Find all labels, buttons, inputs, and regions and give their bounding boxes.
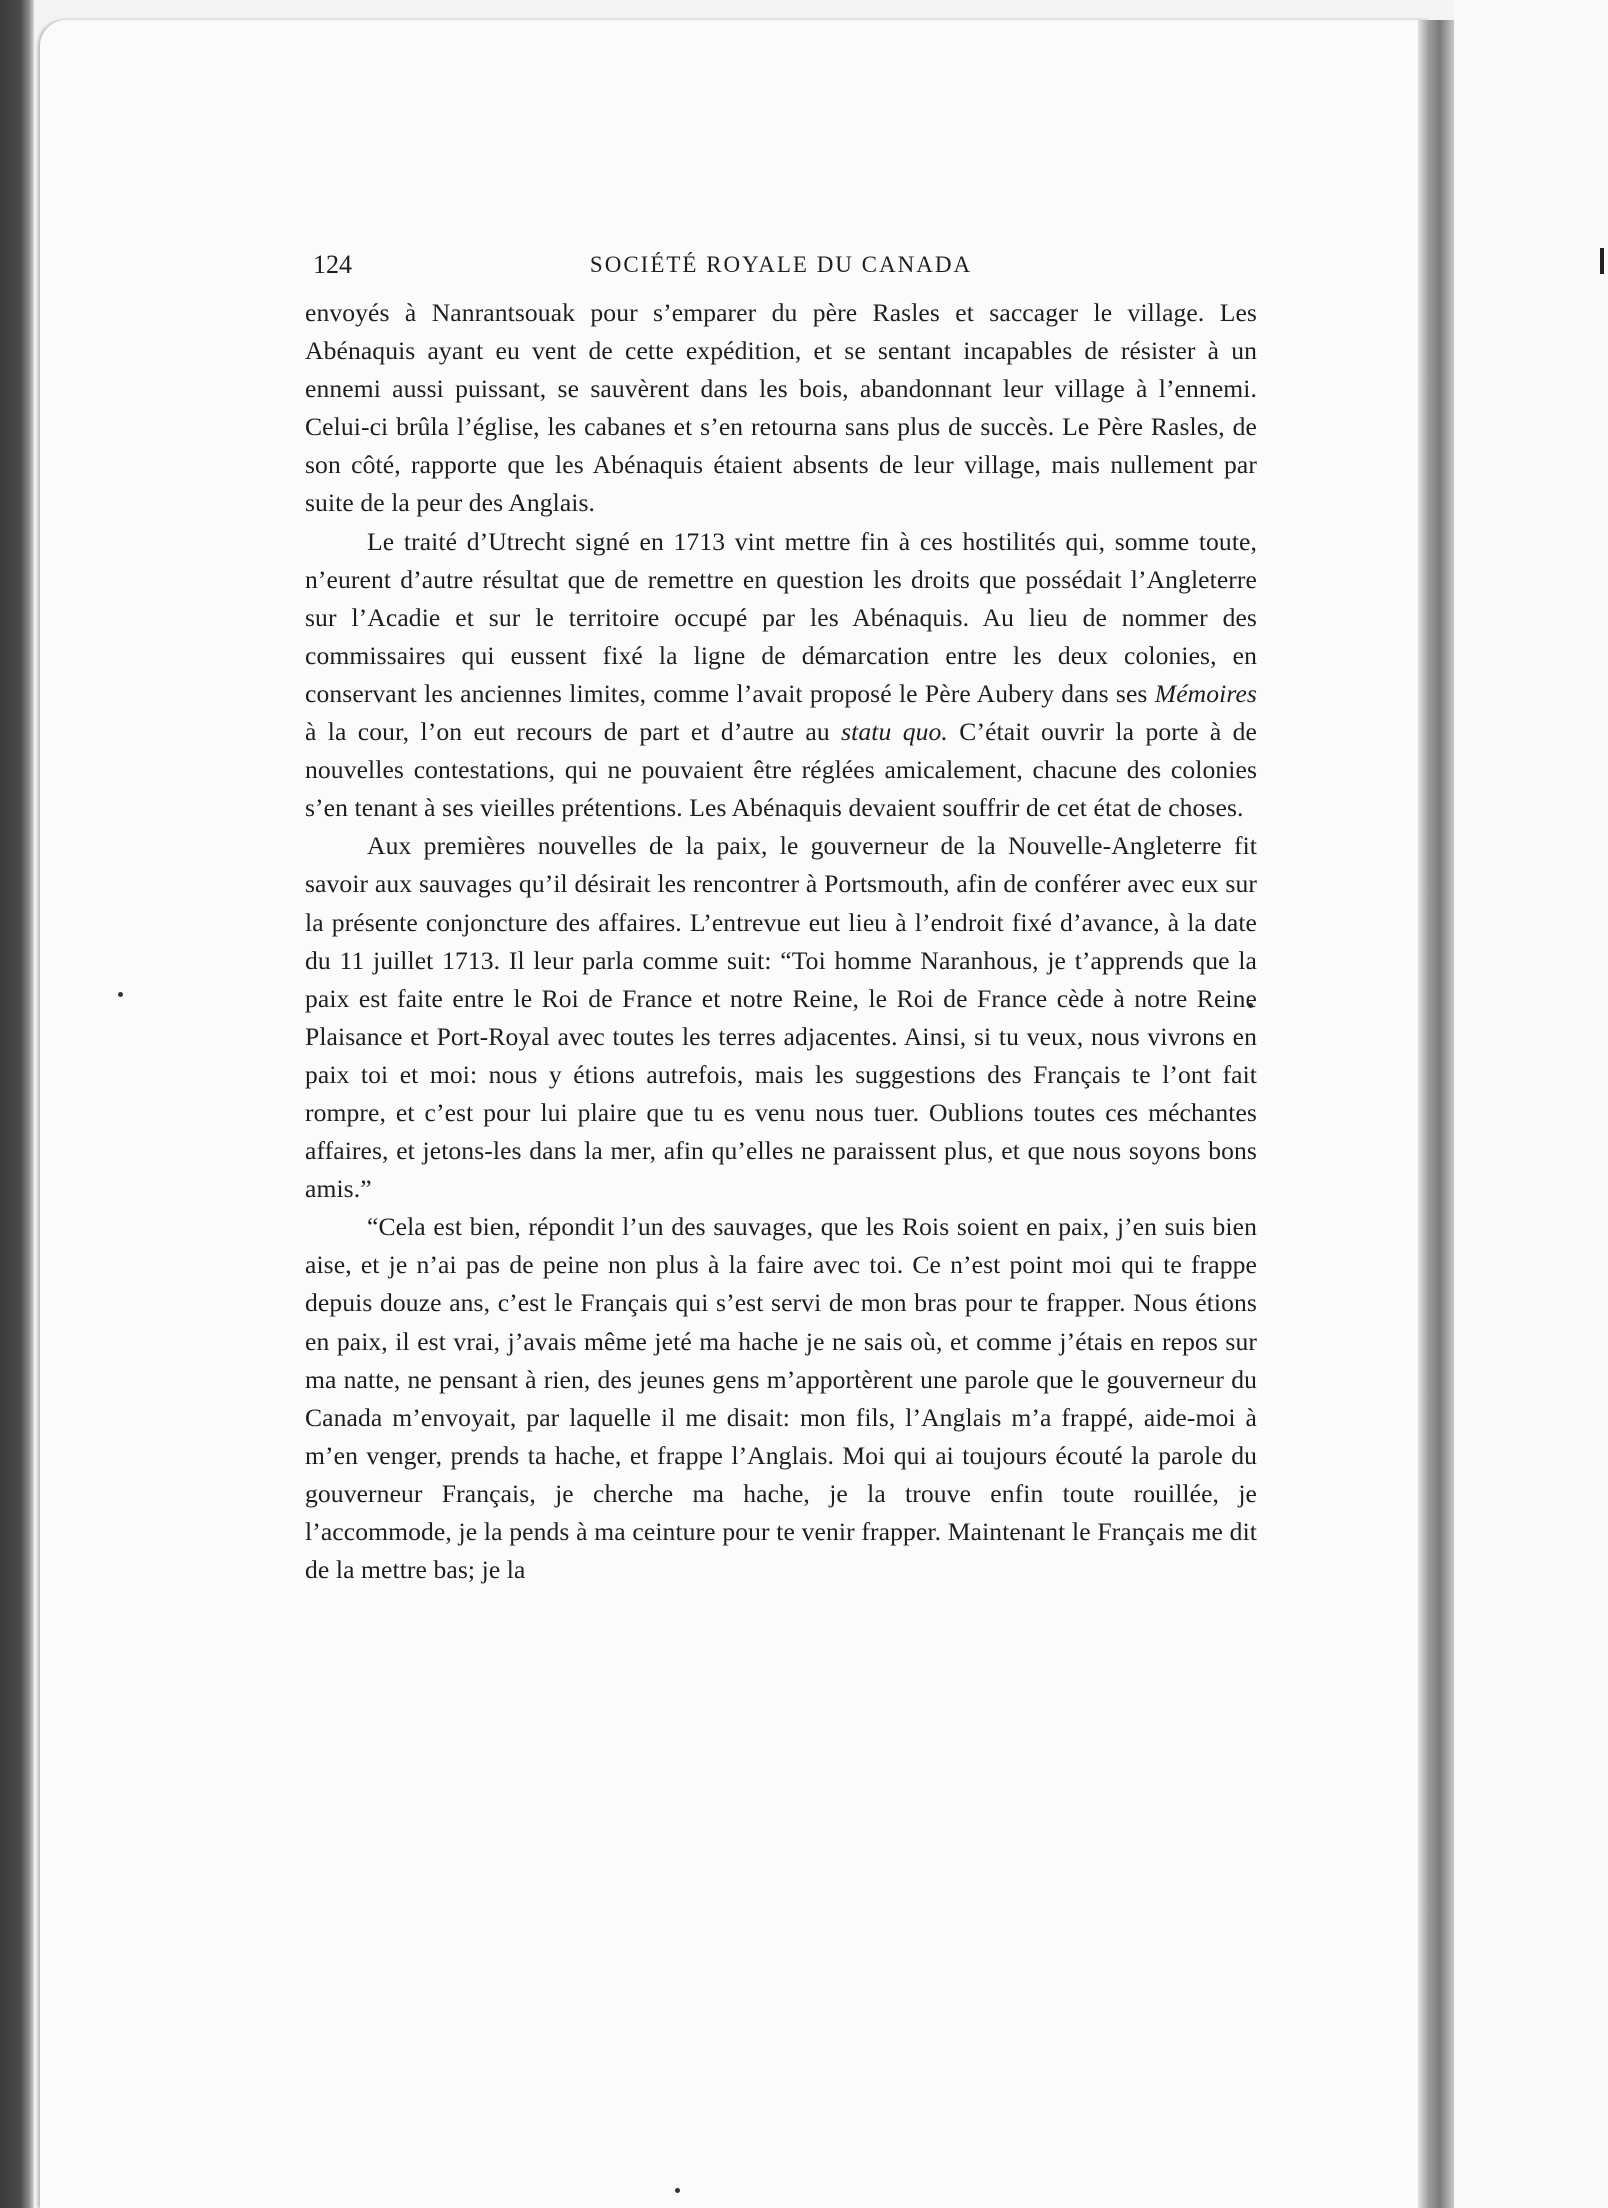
- running-header: [305, 250, 1257, 294]
- facing-page-margin: [1454, 0, 1608, 2208]
- page-edge-shadow: [0, 0, 34, 2208]
- memoires-italic: Mémoires: [1154, 678, 1257, 708]
- stray-mark: [675, 2188, 680, 2193]
- paragraph-2-text-c: C’était ouvrir la porte à de nouvelles contestations, qui ne pouvaient être réglées amicalement, chacune des colonies s’en tenant à ses vieilles prétentions. Les Abénaquis devaient souffrir de cet état de choses.: [305, 717, 1258, 823]
- text-block: [305, 250, 1257, 1589]
- facing-page-mark: [1600, 248, 1604, 274]
- page-number: 124: [313, 250, 352, 279]
- paragraph-2: [305, 523, 1257, 828]
- running-title: SOCIÉTÉ ROYALE DU CANADA: [589, 252, 973, 277]
- statu-quo-italic: statu quo.: [841, 717, 948, 747]
- paragraph-1: envoyés à Nanrantsouak pour s’emparer du père Rasles et saccager le village. Les Abénaquis ayant eu vent de cette expédition, et se sentant incapables de résister à un ennemi aussi puissant, se sauvèrent dans les bois, abandonnant leur village à l’ennemi. Celui-ci brûla l’église, les cabanes et s’en retourna sans plus de succès. Le Père Rasles, de son côté, rapporte que les Abénaquis étaient absents de leur village, mais nullement par suite de la peur des Anglais.: [305, 298, 1257, 518]
- paragraph-2-text-b: à la cour, l’on eut recours de part et d’autre au: [305, 717, 842, 747]
- book-gutter: [1418, 20, 1454, 2208]
- paragraph-4: “Cela est bien, répondit l’un des sauvages, que les Rois soient en paix, j’en suis bien aise, et je n’ai pas de peine non plus à la faire avec toi. Ce n’est point moi qui te frappe depuis douze ans, c’est le Français qui s’est servi de mon bras pour te frapper. Nous étions en paix, il est vrai, j’avais même jeté ma hache je ne sais où, et comme j’étais en repos sur ma natte, ne pensant à rien, des jeunes gens m’apportèrent une parole que le gouverneur du Canada m’envoyait, par laquelle il me disait: mon fils, l’Anglais m’a frappé, aide-moi à m’en venger, prends ta hache, et frappe l’Anglais. Moi qui ai toujours écouté la parole du gouverneur Français, je cherche ma hache, je la trouve enfin toute rouillée, je l’accommode, je la pends à ma ceinture pour te venir frapper. Maintenant le Français me dit de la mettre bas; je la: [305, 1212, 1257, 1585]
- page-body: [305, 294, 1257, 1589]
- paragraph-2-text-a: Le traité d’Utrecht signé en 1713 vint mettre fin à ces hostilités qui, somme toute, n’eurent d’autre résultat que de remettre en question les droits que possédait l’Angleterre sur l’Acadie et sur le territoire occupé par les Abénaquis. Au lieu de nommer des commissaires qui eussent fixé la ligne de démarcation entre les deux colonies, en conservant les anciennes limites, comme l’avait proposé le Père Aubery dans ses: [305, 526, 1257, 708]
- stray-mark: [118, 992, 123, 997]
- paragraph-3: Aux premières nouvelles de la paix, le gouverneur de la Nouvelle-Angleterre fit savoir aux sauvages qu’il désirait les rencontrer à Portsmouth, afin de conférer avec eux sur la présente conjoncture des affaires. L’entrevue eut lieu à l’endroit fixé d’avance, à la date du 11 juillet 1713. Il leur parla comme suit: “Toi homme Naranhous, je t’apprends que la paix est faite entre le Roi de France et notre Reine, le Roi de France cède à notre Reine Plaisance et Port-Royal avec toutes les terres adjacentes. Ainsi, si tu veux, nous vivrons en paix toi et moi: nous y étions autrefois, mais les suggestions des Français te l’ont fait rompre, et c’est pour lui plaire que tu es venu nous tuer. Oublions toutes ces méchantes affaires, et jetons-les dans la mer, afin qu’elles ne paraissent plus, et que nous soyons bons amis.”: [305, 831, 1257, 1204]
